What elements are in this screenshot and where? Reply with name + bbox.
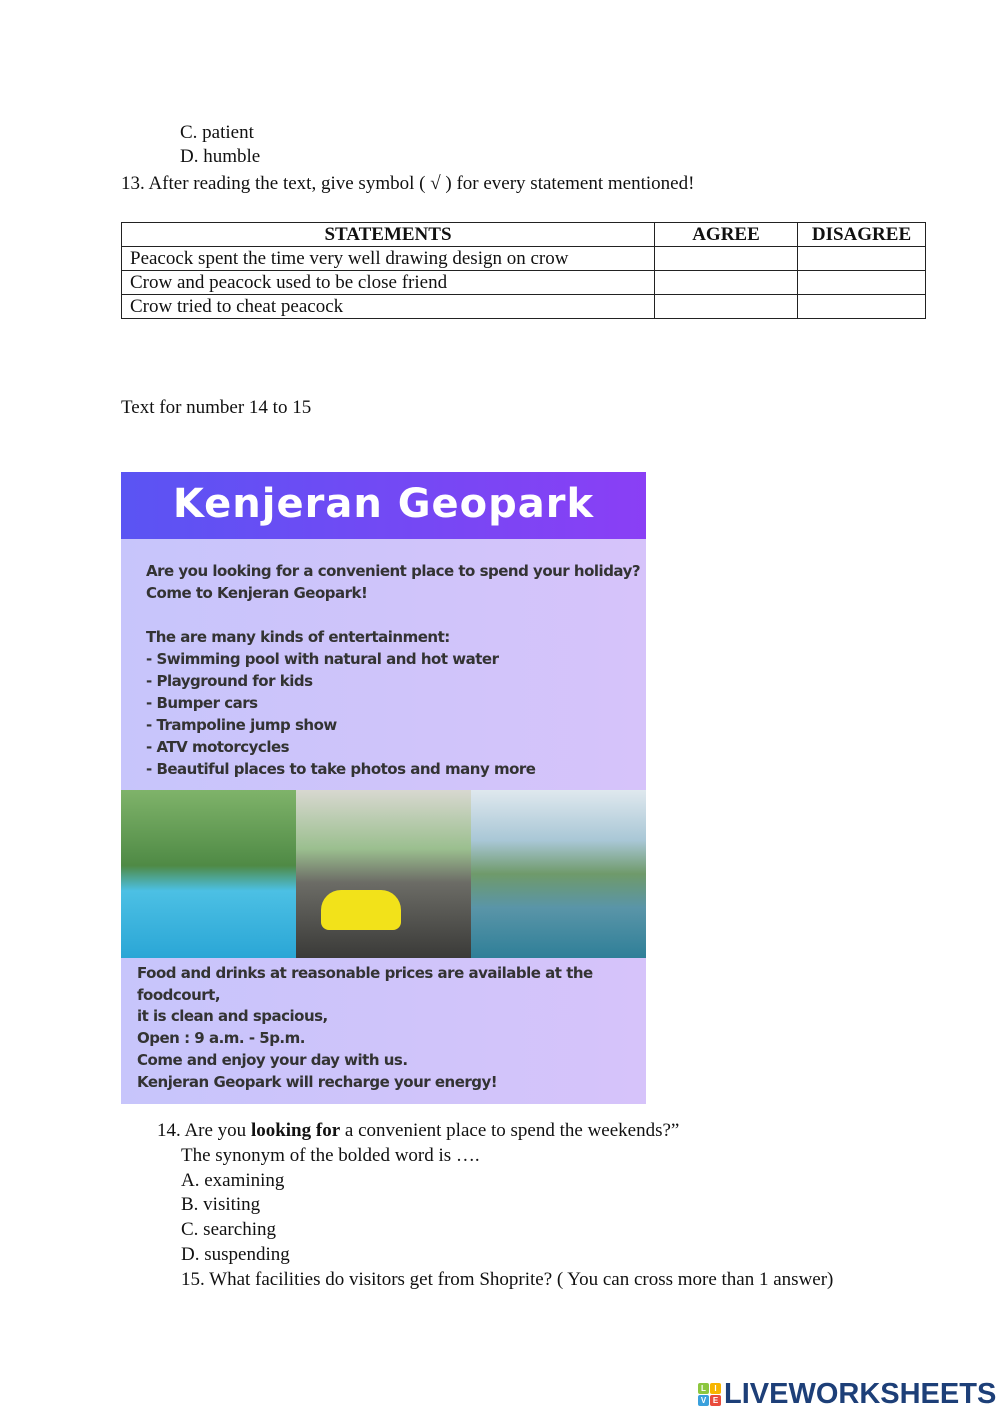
pool-playground-photo bbox=[471, 790, 646, 958]
poster-title: Kenjeran Geopark bbox=[121, 472, 646, 539]
q14-option-b[interactable]: B. visiting bbox=[181, 1194, 261, 1215]
text-intro: Text for number 14 to 15 bbox=[121, 397, 312, 418]
logo-text: LIVEWORKSHEETS bbox=[724, 1378, 997, 1410]
poster-line: Open : 9 a.m. - 5p.m. bbox=[137, 1029, 305, 1048]
bolded-word: looking for bbox=[250, 1120, 341, 1141]
poster-line: Kenjeran Geopark will recharge your energy! bbox=[137, 1072, 498, 1091]
statement: Peacock spent the time very well drawing design on crow bbox=[122, 247, 655, 271]
agree-cell[interactable] bbox=[655, 295, 798, 319]
logo-letter: E bbox=[710, 1395, 721, 1406]
poster-line: Are you looking for a convenient place to spend your holiday? bbox=[146, 562, 641, 580]
liveworksheets-logo bbox=[698, 1378, 996, 1411]
poster-body bbox=[146, 560, 640, 780]
poster-line: - Beautiful places to take photos and many more bbox=[146, 760, 536, 778]
poster-line: Come to Kenjeran Geopark! bbox=[146, 584, 368, 602]
bumper-car bbox=[321, 890, 401, 930]
table-row bbox=[122, 295, 926, 319]
q14-option-c[interactable]: C. searching bbox=[181, 1219, 276, 1240]
poster-line: The are many kinds of entertainment: bbox=[146, 628, 450, 646]
q12-option-c: C. patient bbox=[180, 122, 254, 143]
statement: Crow tried to cheat peacock bbox=[122, 295, 655, 319]
table-row bbox=[122, 247, 926, 271]
header-agree: AGREE bbox=[655, 223, 798, 247]
table-row bbox=[122, 271, 926, 295]
q12-option-d: D. humble bbox=[180, 146, 261, 167]
q14-prompt: The synonym of the bolded word is …. bbox=[181, 1145, 480, 1166]
q14-option-a[interactable]: A. examining bbox=[181, 1170, 285, 1191]
logo-letter: L bbox=[698, 1383, 709, 1394]
poster-line: - Trampoline jump show bbox=[146, 716, 337, 734]
poster-line: Food and drinks at reasonable prices are available at the bbox=[137, 964, 593, 982]
poster-line: it is clean and spacious, bbox=[137, 1007, 328, 1026]
q13-question: 13. After reading the text, give symbol ( √ ) for every statement mentioned! bbox=[121, 173, 695, 194]
agree-cell[interactable] bbox=[655, 271, 798, 295]
q15-question: 15. What facilities do visitors get from Shoprite? ( You can cross more than 1 answer) bbox=[181, 1269, 834, 1290]
poster-line: Come and enjoy your day with us. bbox=[137, 1050, 408, 1069]
poster-line: foodcourt, bbox=[137, 985, 221, 1004]
disagree-cell[interactable] bbox=[798, 247, 926, 271]
poster-line: - ATV motorcycles bbox=[146, 738, 290, 756]
header-disagree: DISAGREE bbox=[798, 223, 926, 247]
poster-line: - Playground for kids bbox=[146, 672, 313, 690]
q14-text: 14. Are you bbox=[157, 1120, 251, 1141]
q14-option-d[interactable]: D. suspending bbox=[181, 1244, 290, 1265]
statements-table bbox=[121, 222, 926, 319]
disagree-cell[interactable] bbox=[798, 295, 926, 319]
poster-footer bbox=[137, 963, 593, 1093]
waterpark-photo bbox=[121, 790, 296, 958]
disagree-cell[interactable] bbox=[798, 271, 926, 295]
q14-text: a convenient place to spend the weekends?” bbox=[340, 1120, 680, 1141]
poster-line: - Swimming pool with natural and hot water bbox=[146, 650, 499, 668]
statement: Crow and peacock used to be close friend bbox=[122, 271, 655, 295]
logo-icon bbox=[698, 1383, 721, 1406]
poster-line: - Bumper cars bbox=[146, 694, 258, 712]
poster-photos bbox=[121, 790, 646, 958]
kenjeran-geopark-poster bbox=[121, 472, 646, 1104]
bumper-cars-photo bbox=[296, 790, 471, 958]
agree-cell[interactable] bbox=[655, 247, 798, 271]
q14-question bbox=[157, 1120, 679, 1142]
header-statements: STATEMENTS bbox=[122, 223, 655, 247]
logo-letter: I bbox=[710, 1383, 721, 1394]
logo-letter: V bbox=[698, 1395, 709, 1406]
